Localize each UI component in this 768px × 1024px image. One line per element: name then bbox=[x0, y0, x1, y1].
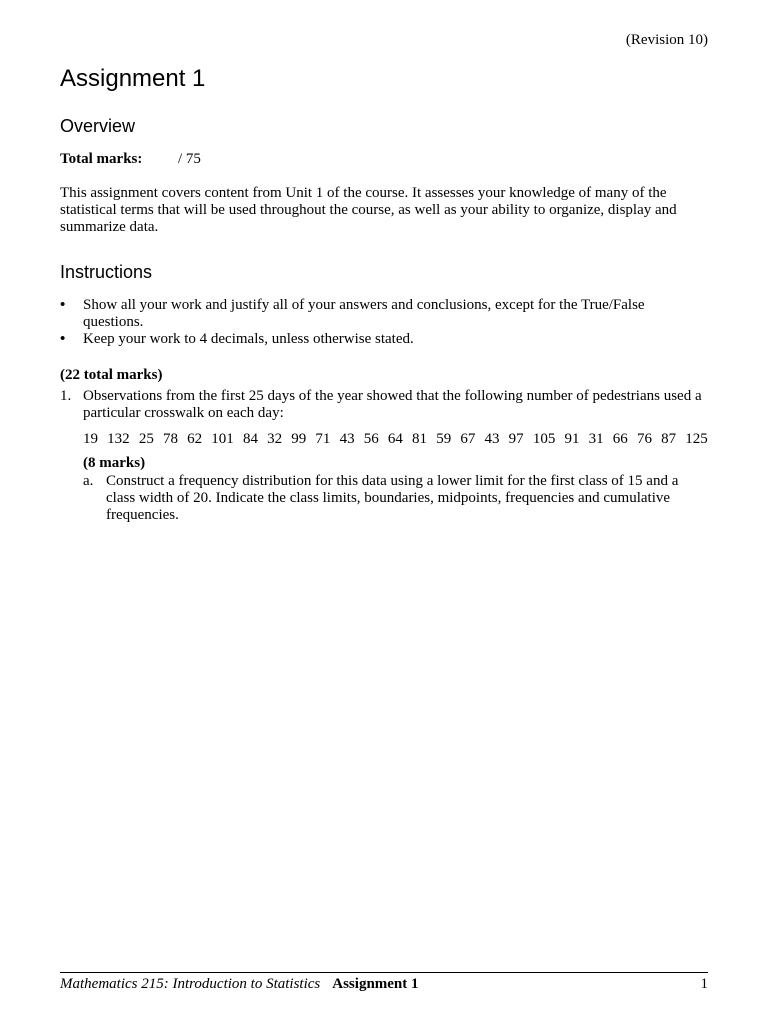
page-footer bbox=[60, 972, 708, 993]
instructions-list bbox=[60, 297, 708, 348]
data-value: 31 bbox=[588, 431, 604, 447]
part-a-marks: (8 marks) bbox=[83, 455, 146, 471]
data-value: 101 bbox=[211, 431, 234, 447]
data-value: 56 bbox=[363, 431, 379, 447]
overview-heading: Overview bbox=[60, 116, 136, 136]
total-marks-label: Total marks: bbox=[60, 151, 143, 167]
list-item bbox=[60, 297, 708, 331]
bullet-icon: • bbox=[60, 331, 66, 347]
data-value: 43 bbox=[339, 431, 355, 447]
data-value: 125 bbox=[685, 431, 708, 447]
data-value: 43 bbox=[484, 431, 500, 447]
data-value: 84 bbox=[242, 431, 258, 447]
bullet-icon: • bbox=[60, 297, 66, 313]
page-number: 1 bbox=[700, 976, 708, 992]
data-value: 25 bbox=[138, 431, 154, 447]
revision-label: (Revision 10) bbox=[625, 32, 708, 48]
observation-data bbox=[83, 431, 708, 448]
data-value: 78 bbox=[162, 431, 178, 447]
data-value: 32 bbox=[267, 431, 283, 447]
question-number: 1. bbox=[60, 388, 72, 404]
footer-course: Mathematics 215: Introduction to Statistics bbox=[60, 976, 321, 992]
footer-assignment: Assignment 1 bbox=[332, 976, 419, 992]
total-marks-value: / 75 bbox=[178, 151, 201, 167]
data-value: 62 bbox=[187, 431, 203, 447]
data-value: 71 bbox=[315, 431, 331, 447]
part-letter: a. bbox=[83, 473, 94, 489]
part-a-text: Construct a frequency distribution for this data using a lower limit for the first class of 15 and a class width of 20. Indicate the class limits, boundaries, midpoints, frequencies and cumulative frequencies. bbox=[106, 473, 679, 523]
data-value: 87 bbox=[661, 431, 677, 447]
data-value: 59 bbox=[436, 431, 452, 447]
data-value: 66 bbox=[612, 431, 628, 447]
data-value: 67 bbox=[460, 431, 476, 447]
instructions-heading: Instructions bbox=[60, 262, 153, 282]
overview-intro: This assignment covers content from Unit 1 of the course. It assesses your knowledge of many of the statistical terms that will be used throughout the course, as well as your ability to organize, display and summarize data. bbox=[60, 185, 677, 235]
data-value: 64 bbox=[387, 431, 403, 447]
question-part-a bbox=[83, 473, 708, 524]
section-marks: (22 total marks) bbox=[60, 367, 163, 383]
list-item bbox=[60, 331, 708, 348]
instruction-text: Show all your work and justify all of your answers and conclusions, except for the True/False questions. bbox=[83, 297, 645, 330]
question-text: Observations from the first 25 days of the year showed that the following number of pedestrians used a particular crosswalk on each day: bbox=[83, 388, 702, 421]
page-title: Assignment 1 bbox=[60, 65, 206, 92]
question-1 bbox=[60, 388, 708, 422]
data-value: 97 bbox=[508, 431, 524, 447]
total-marks bbox=[60, 151, 201, 168]
data-value: 105 bbox=[532, 431, 556, 447]
data-value: 99 bbox=[291, 431, 307, 447]
data-value: 81 bbox=[412, 431, 428, 447]
data-value: 132 bbox=[107, 431, 130, 447]
instruction-text: Keep your work to 4 decimals, unless otherwise stated. bbox=[83, 331, 414, 347]
data-value: 91 bbox=[564, 431, 580, 447]
data-value: 76 bbox=[636, 431, 652, 447]
data-value: 19 bbox=[83, 431, 98, 447]
